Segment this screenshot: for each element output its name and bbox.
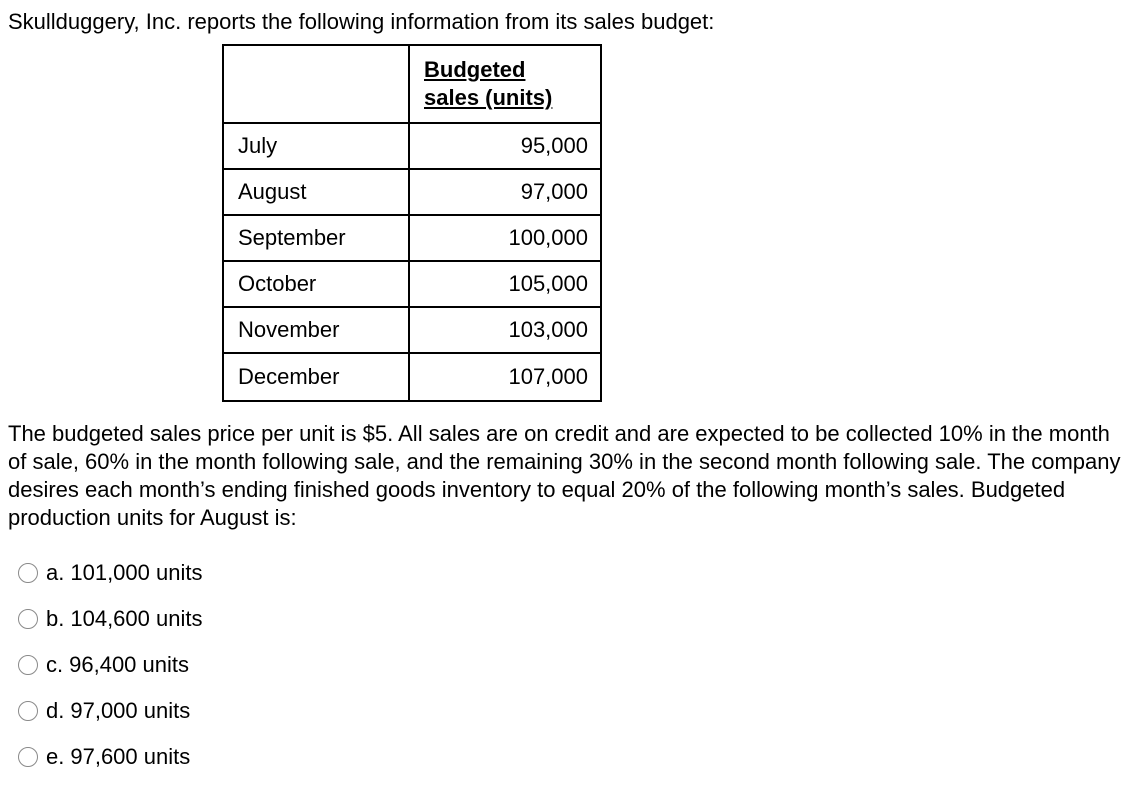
question-text: The budgeted sales price per unit is $5. All sales are on credit and are expected to be collected 10% in the month of sale, 60% in the month following sale, and the remaining 30% in the second month following sale. The company desires each month’s ending finished goods inventory to equal 20% of the following month’s sales. Budgeted production units for August is: [8, 421, 1121, 530]
option-letter: c. [46, 652, 64, 677]
option-a[interactable] [18, 550, 202, 596]
option-label: 101,000 units [70, 560, 203, 585]
intro-text: Skullduggery, Inc. reports the following information from its sales budget: [8, 9, 715, 34]
table-row [223, 123, 601, 169]
option-label: 97,000 units [70, 698, 191, 723]
table-row [223, 261, 601, 307]
option-d[interactable] [18, 688, 202, 734]
month-cell: November [223, 307, 409, 353]
option-e[interactable] [18, 734, 202, 780]
units-cell: 100,000 [409, 215, 601, 261]
option-letter: b. [46, 606, 65, 631]
month-column-header [223, 45, 409, 123]
option-letter: e. [46, 744, 65, 769]
option-label: 104,600 units [70, 606, 203, 631]
table-row [223, 307, 601, 353]
units-cell: 105,000 [409, 261, 601, 307]
budgeted-sales-header [409, 45, 601, 123]
table-row [223, 169, 601, 215]
units-cell: 95,000 [409, 123, 601, 169]
option-c[interactable] [18, 642, 202, 688]
option-b[interactable] [18, 596, 202, 642]
radio-button[interactable] [18, 655, 38, 675]
sales-budget-table [222, 44, 602, 402]
radio-button[interactable] [18, 747, 38, 767]
header-line-1: Budgeted [424, 57, 526, 82]
radio-button[interactable] [18, 609, 38, 629]
table-row [223, 215, 601, 261]
table-row [223, 353, 601, 401]
month-cell: October [223, 261, 409, 307]
table-header-row [223, 45, 601, 123]
month-cell: August [223, 169, 409, 215]
month-cell: December [223, 353, 409, 401]
month-cell: September [223, 215, 409, 261]
option-letter: d. [46, 698, 65, 723]
radio-button[interactable] [18, 701, 38, 721]
units-cell: 107,000 [409, 353, 601, 401]
option-letter: a. [46, 560, 65, 585]
option-label: 97,600 units [70, 744, 191, 769]
units-cell: 97,000 [409, 169, 601, 215]
header-line-2: sales (units) [424, 85, 553, 110]
units-cell: 103,000 [409, 307, 601, 353]
radio-button[interactable] [18, 563, 38, 583]
month-cell: July [223, 123, 409, 169]
answer-options [18, 550, 202, 780]
option-label: 96,400 units [69, 652, 189, 677]
